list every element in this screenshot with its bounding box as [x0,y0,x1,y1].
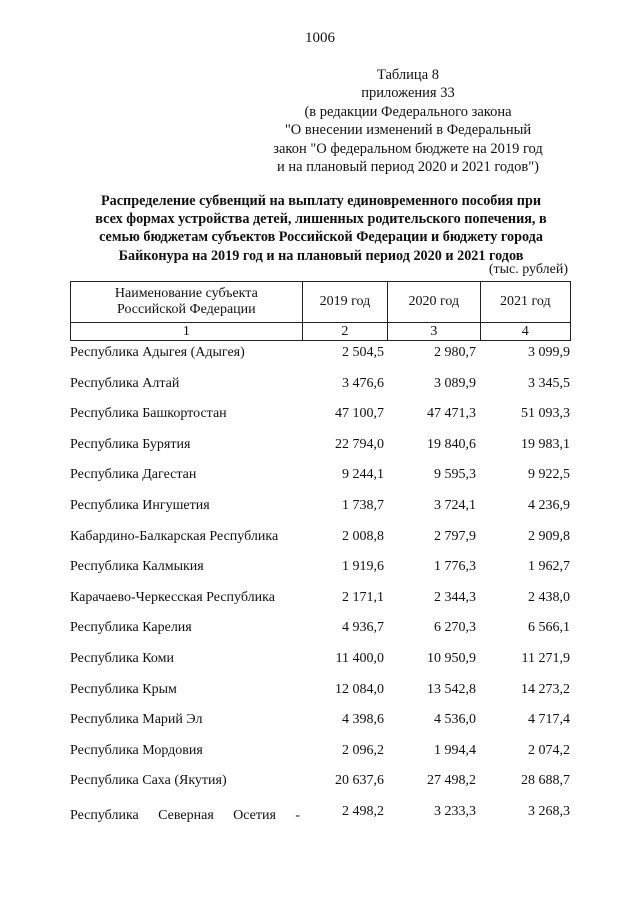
value-2021: 14 273,2 [521,681,570,697]
value-2021: 4 717,4 [528,712,570,728]
value-2019: 47 100,7 [335,406,384,422]
subject-name: Республика Дагестан [70,467,197,483]
header-subject-line: Российской Федерации [117,302,256,317]
value-2020: 2 797,9 [434,528,476,544]
annex-line: Таблица 8 [376,67,439,83]
value-2021: 9 922,5 [528,467,570,483]
table-row [70,620,571,651]
subject-name: Республика Калмыкия [70,559,204,575]
value-2020: 2 980,7 [434,345,476,360]
value-2019: 12 084,0 [335,681,384,697]
table-row [70,529,571,560]
value-2021: 1 962,7 [528,559,570,575]
value-2019: 1 919,6 [342,559,384,575]
title-line: Распределение субвенций на выплату единовременного пособия при [100,193,542,209]
value-2019: 22 794,0 [335,436,384,452]
subject-name: Республика Саха (Якутия) [70,773,227,789]
table-row [70,651,571,682]
column-number: 4 [480,323,570,341]
value-2020: 1 776,3 [434,559,476,575]
value-2020: 9 595,3 [434,467,476,483]
annex-line: приложения 33 [361,85,455,102]
table-row [70,345,571,376]
table-row [70,743,571,774]
units-label: (тыс. рублей) [488,262,568,277]
subject-name: Республика Алтай [70,375,180,391]
value-2019: 9 244,1 [342,467,384,483]
annex-line: и на плановый период 2020 и 2021 годов") [277,159,539,176]
value-2021: 2 074,2 [528,742,570,758]
value-2019: 4 936,7 [342,620,384,636]
value-2021: 11 271,9 [521,650,570,666]
column-number: 3 [388,323,480,341]
value-2021: 4 236,9 [528,497,570,513]
table-row [70,682,571,713]
table-row [70,406,571,437]
value-2020: 4 536,0 [434,712,476,728]
page-number: 1006 [305,30,335,46]
subject-name: Республика Крым [70,681,177,697]
value-2019: 2 498,2 [342,803,384,819]
value-2020: 47 471,3 [427,406,476,422]
subject-name: Республика Северная Осетия - [70,807,300,823]
subject-name: Республика Башкортостан [70,406,227,422]
value-2019: 2 504,5 [342,345,384,360]
subject-name: Карачаево-Черкесская Республика [70,589,275,605]
header-2019: 2019 год [302,282,387,323]
value-2021: 51 093,3 [521,406,570,422]
table-row [70,712,571,743]
subject-name: Республика Коми [70,650,174,666]
table-row [70,804,571,835]
header-2020: 2020 год [388,282,480,323]
subject-name: Кабардино-Балкарская Республика [70,528,279,544]
value-2019: 3 476,6 [342,375,384,391]
value-2020: 3 724,1 [434,497,476,513]
table-row [70,437,571,468]
subject-name: Республика Ингушетия [70,497,210,513]
table-row [70,590,571,621]
value-2019: 20 637,6 [335,773,384,789]
subject-name: Республика Бурятия [70,436,191,452]
document-title [72,192,570,265]
column-number: 2 [302,323,387,341]
value-2019: 2 171,1 [342,589,384,605]
value-2021: 2 909,8 [528,528,570,544]
table-row [70,498,571,529]
value-2019: 2 096,2 [342,742,384,758]
value-2020: 10 950,9 [427,650,476,666]
value-2021: 2 438,0 [528,589,570,605]
table-row [70,559,571,590]
value-2020: 3 233,3 [434,803,476,819]
table-row [70,467,571,498]
column-number: 1 [71,323,303,341]
annex-line: (в редакции Федерального закона [304,103,512,120]
subject-name: Республика Марий Эл [70,712,203,728]
value-2020: 6 270,3 [434,620,476,636]
table-row [70,773,571,804]
value-2021: 28 688,7 [521,773,570,789]
table-row [70,376,571,407]
annex-line: "О внесении изменений в Федеральный [284,122,532,139]
subject-name: Республика Мордовия [70,742,203,758]
table-header [70,281,571,341]
value-2019: 1 738,7 [342,497,384,513]
annex-reference [250,66,566,176]
subject-name: Республика Адыгея (Адыгея) [70,345,245,360]
value-2020: 2 344,3 [434,589,476,605]
title-line: всех формах устройства детей, лишенных родительского попечения, в [95,211,547,228]
value-2020: 27 498,2 [427,773,476,789]
title-line: Байконура на 2019 год и на плановый период 2020 и 2021 годов [118,247,524,264]
value-2021: 3 268,3 [528,803,570,819]
subject-name: Республика Карелия [70,620,192,636]
title-line: семью бюджетам субъектов Российской Федерации и бюджету города [99,229,543,246]
value-2019: 11 400,0 [335,650,384,666]
value-2020: 13 542,8 [427,681,476,697]
header-2021: 2021 год [480,282,570,323]
value-2021: 3 345,5 [528,375,570,391]
value-2019: 2 008,8 [342,528,384,544]
value-2021: 19 983,1 [521,436,570,452]
value-2020: 3 089,9 [434,375,476,391]
value-2020: 19 840,6 [427,436,476,452]
header-subject-line: Наименование субъекта [114,286,258,301]
value-2019: 4 398,6 [342,712,384,728]
annex-line: закон "О федеральном бюджете на 2019 год [273,140,543,157]
table-body [70,345,571,835]
value-2021: 3 099,9 [528,345,570,360]
header-subject-name [71,282,303,323]
value-2020: 1 994,4 [434,742,476,758]
value-2021: 6 566,1 [528,620,570,636]
